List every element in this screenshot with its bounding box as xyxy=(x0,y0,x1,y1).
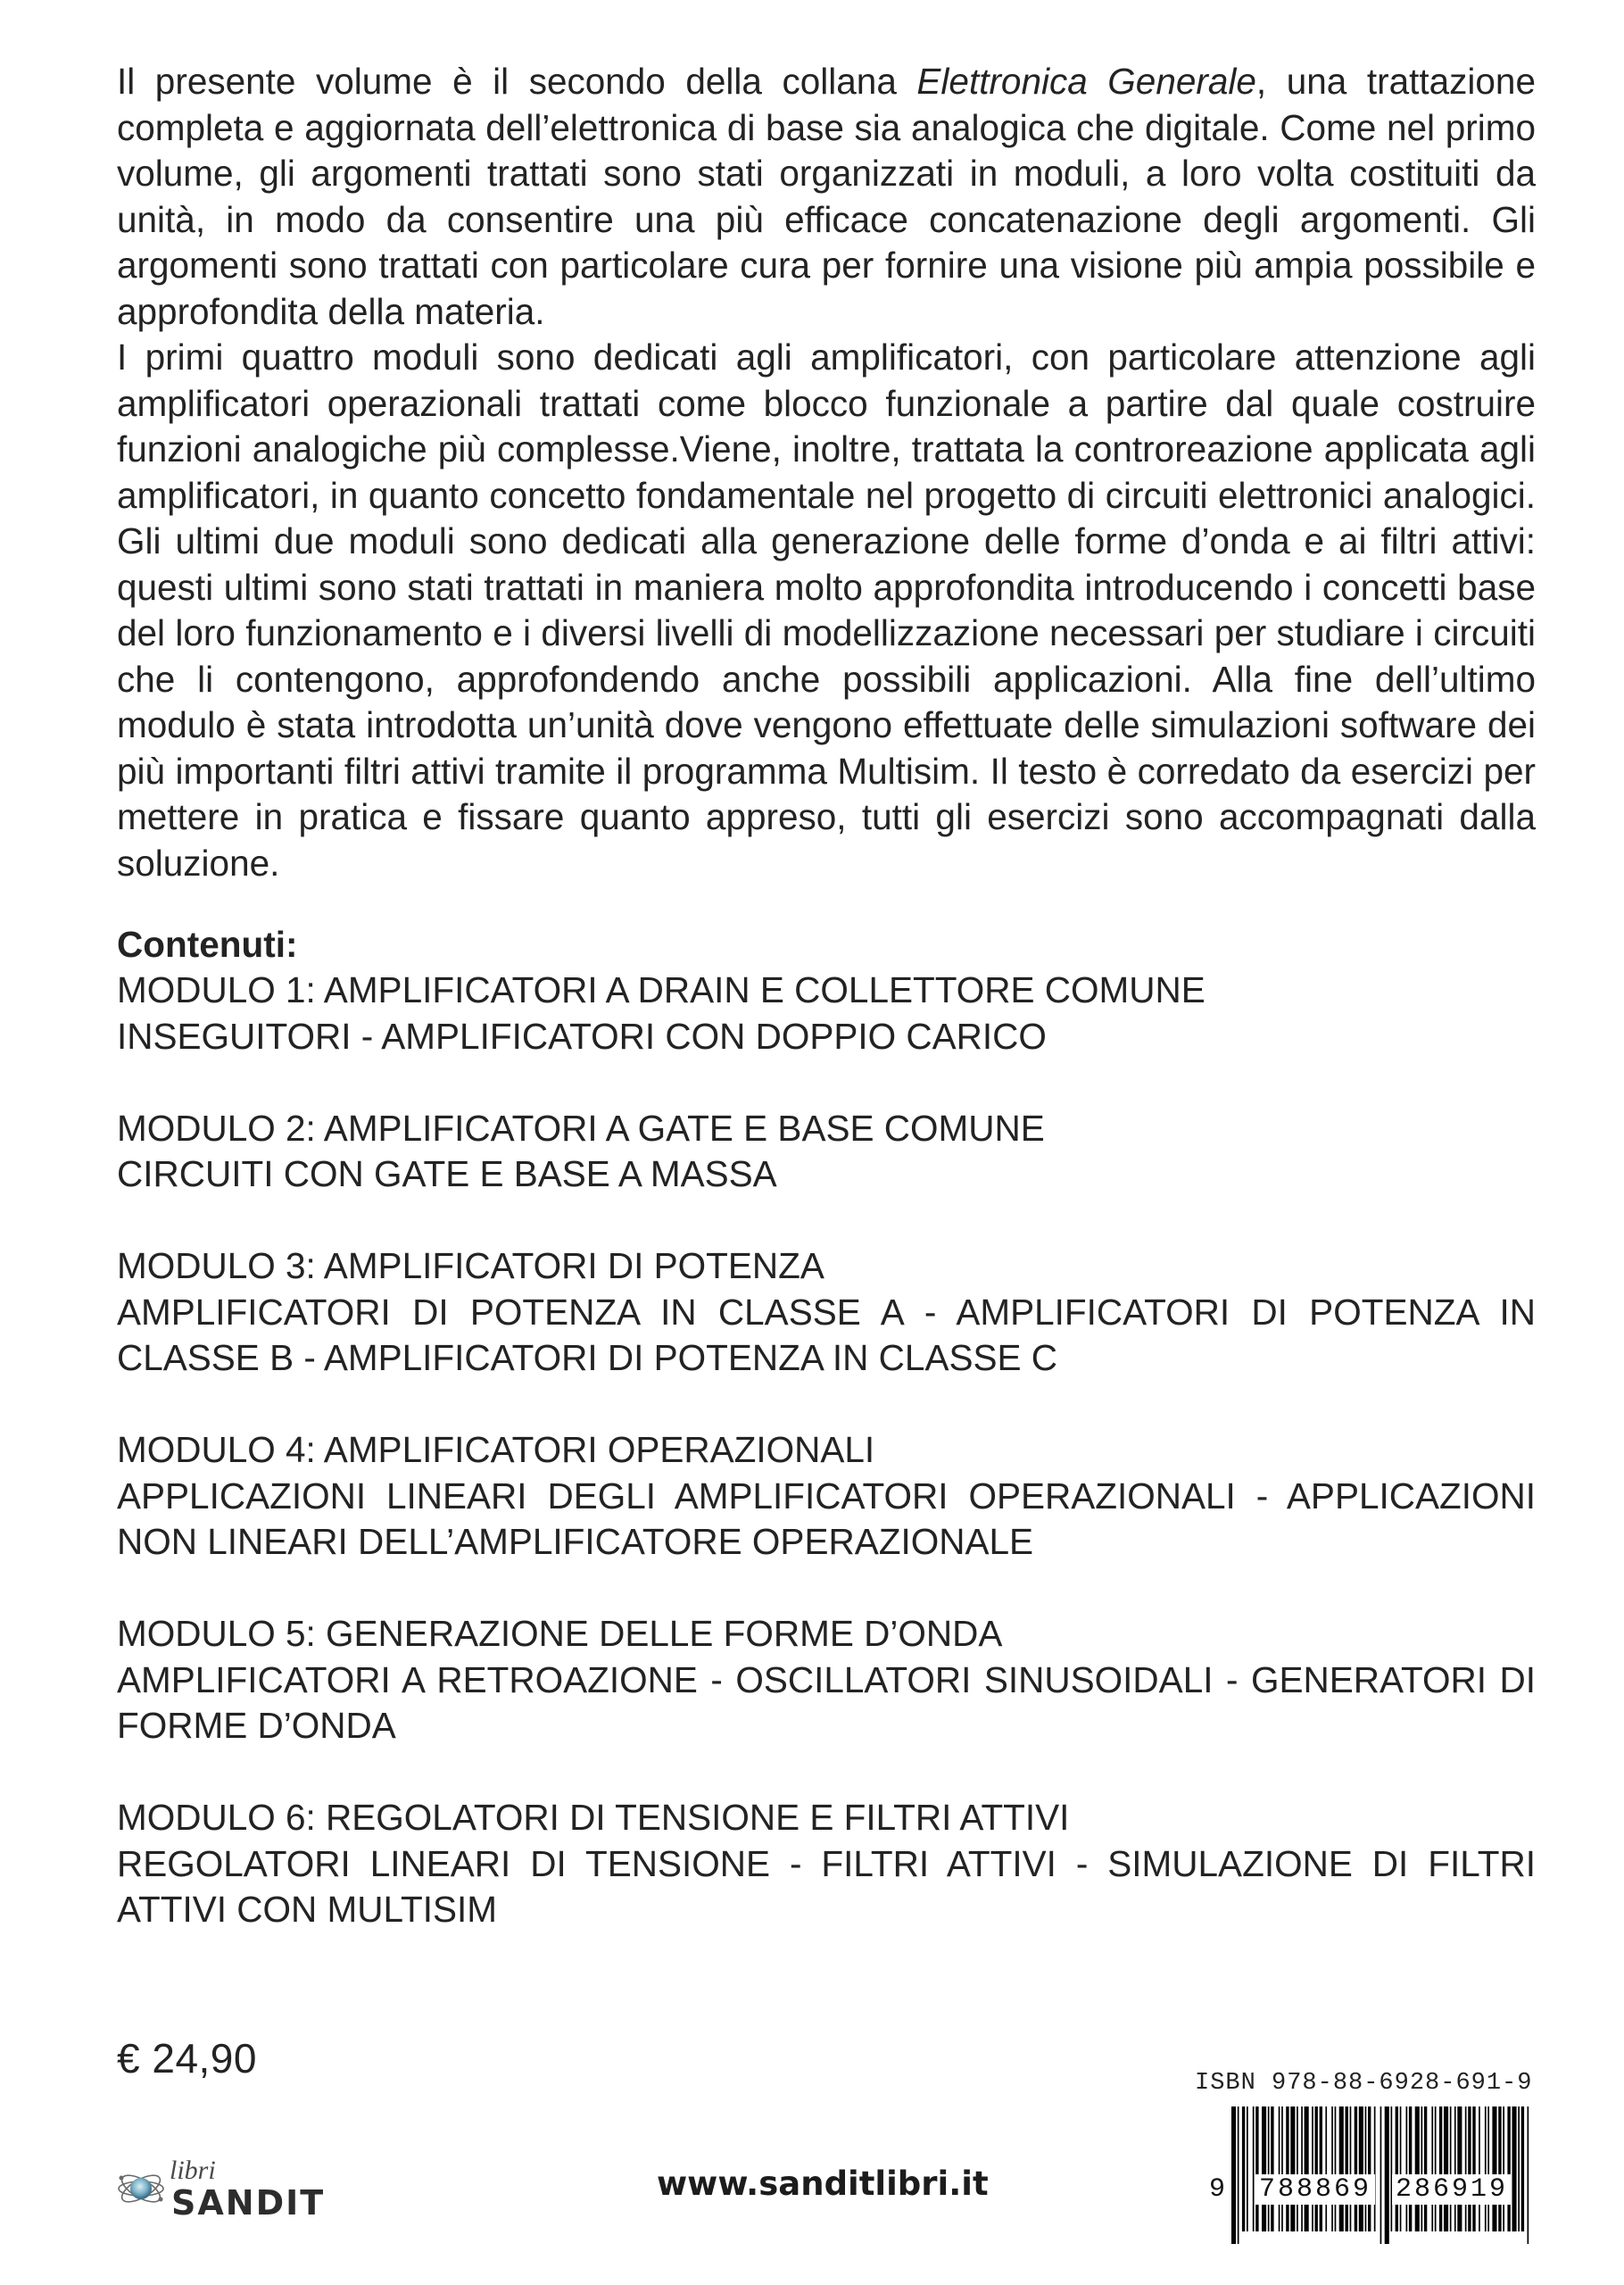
intro-p1-start: Il presente volume è il secondo della collana xyxy=(117,61,917,102)
barcode-digit-first: 9 xyxy=(1209,2174,1226,2205)
barcode-digits-right: 286919 xyxy=(1392,2174,1512,2205)
module-description: APPLICAZIONI LINEARI DEGLI AMPLIFICATORI OPERAZIONALI - APPLICAZIONI NON LINEARI DELL’AMPLIFICATORE OPERAZIONALE xyxy=(117,1475,1536,1562)
intro-paragraph-1 xyxy=(117,59,1536,335)
publisher-logo xyxy=(114,2156,346,2228)
module-description: REGOLATORI LINEARI DI TENSIONE - FILTRI ATTIVI - SIMULAZIONE DI FILTRI ATTIVI CON MULTISIM xyxy=(117,1842,1536,1930)
logo-sandit-text: SANDIT xyxy=(171,2183,326,2223)
publisher-website: www.sanditlibri.it xyxy=(657,2165,989,2203)
module-title: MODULO 3: AMPLIFICATORI DI POTENZA xyxy=(117,1245,824,1286)
module-description: AMPLIFICATORI A RETROAZIONE - OSCILLATORI SINUSOIDALI - GENERATORI DI FORME D’ONDA xyxy=(117,1658,1536,1746)
intro-paragraph-2: I primi quattro moduli sono dedicati agli amplificatori, con particolare attenzione agli amplificatori operazionali trattati come blocco funzionale a partire dal quale costruire funzioni analogiche più complesse.Viene, inoltre, trattata la controreazione applicata agli amplificatori, in quanto concetto fondamentale nel progetto di circuiti elettronici analogici. Gli ultimi due moduli sono dedicati alla generazione delle forme d’onda e ai filtri attivi: questi ultimi sono stati trattati in maniera molto approfondita introducendo i concetti base del loro funzionamento e i diversi livelli di modellizzazione necessari per studiare i circuiti che li contengono, approfondendo anche possibili applicazioni. Alla fine dell’ultimo modulo è stata introdotta un’unità dove vengono effettuate delle simulazioni software dei più importanti filtri attivi tramite il programma Multisim. Il testo è corredato da esercizi per mettere in pratica e fissare quanto appreso, tutti gli esercizi sono accompagnati dalla soluzione. xyxy=(117,337,1536,884)
module-1 xyxy=(117,968,1536,1059)
module-3 xyxy=(117,1243,1536,1382)
intro-p1-end: , una trattazione completa e aggiornata dell’elettronica di base sia analogica che digitale. Come nel primo volume, gli argomenti trattati sono stati organizzati in moduli, a loro volta costituiti da unità, in modo da consentire una più efficace concatenazione degli argomenti. Gli argomenti sono trattati con particolare cura per fornire una visione più ampia possibile e approfondita della materia. xyxy=(117,61,1536,332)
module-4 xyxy=(117,1427,1536,1566)
module-title: MODULO 4: AMPLIFICATORI OPERAZIONALI xyxy=(117,1429,875,1470)
price: € 24,90 xyxy=(117,2035,257,2081)
module-title: MODULO 1: AMPLIFICATORI A DRAIN E COLLETTORE COMUNE xyxy=(117,969,1206,1010)
module-5 xyxy=(117,1611,1536,1749)
module-description: CIRCUITI CON GATE E BASE A MASSA xyxy=(117,1153,777,1194)
barcode-digits xyxy=(1209,2174,1539,2210)
module-title: MODULO 2: AMPLIFICATORI A GATE E BASE COMUNE xyxy=(117,1107,1045,1149)
module-description: AMPLIFICATORI DI POTENZA IN CLASSE A - AMPLIFICATORI DI POTENZA IN CLASSE B - AMPLIFICATORI DI POTENZA IN CLASSE C xyxy=(117,1291,1536,1378)
intro-text xyxy=(117,59,1536,886)
barcode-digits-left: 788869 xyxy=(1255,2174,1375,2205)
series-name: Elettronica Generale xyxy=(916,61,1256,102)
module-description: INSEGUITORI - AMPLIFICATORI CON DOPPIO CARICO xyxy=(117,1015,1047,1057)
isbn-label: ISBN 978-88-6928-691-9 xyxy=(1195,2070,1533,2097)
module-title: MODULO 5: GENERAZIONE DELLE FORME D’ONDA xyxy=(117,1613,1003,1654)
module-2 xyxy=(117,1106,1536,1198)
contents-heading: Contenuti: xyxy=(117,924,298,965)
module-list xyxy=(117,968,1536,1979)
module-6 xyxy=(117,1795,1536,1933)
logo-libri-text: libri xyxy=(170,2156,216,2185)
module-title: MODULO 6: REGOLATORI DI TENSIONE E FILTRI ATTIVI xyxy=(117,1797,1070,1838)
